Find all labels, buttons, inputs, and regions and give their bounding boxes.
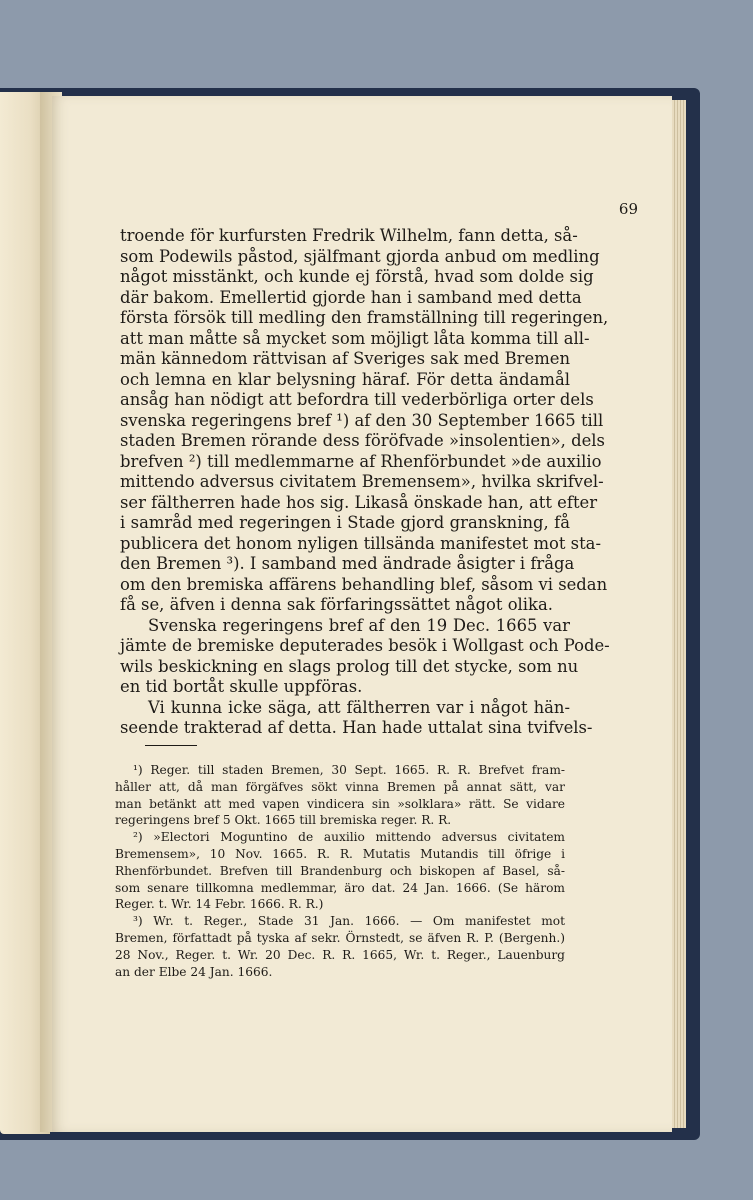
footnote-line: ³) Wr. t. Reger., Stade 31 Jan. 1666. — Om manifestet mot [133, 914, 565, 929]
body-line: något misstänkt, och kunde ej förstå, hvad som dolde sig [120, 267, 594, 286]
footnote-line: som senare tillkomna medlemmar, äro dat. 24 Jan. 1666. (Se härom [115, 880, 565, 895]
body-line: den Bremen ³). I samband med ändrade åsigter i fråga [120, 554, 575, 573]
footnote-line: Bremen, författadt på tyska af sekr. Örnstedt, se äfven R. P. (Bergenh.) [115, 930, 565, 945]
footnote-line: regeringens bref 5 Okt. 1665 till bremiska reger. R. R. [115, 813, 452, 828]
body-line: publicera det honom nyligen tillsända manifestet mot sta- [120, 533, 601, 553]
page-stack-edge [672, 100, 686, 1128]
body-line: svenska regeringens bref ¹) af den 30 September 1665 till [120, 410, 604, 430]
footnote-line: Bremensem», 10 Nov. 1665. R. R. Mutatis Mutandis till öfrige i [115, 846, 565, 861]
body-line: som Podewils påstod, själfmant gjorda anbud om medling [120, 246, 600, 266]
page-number: 69 [618, 200, 638, 218]
body-line: där bakom. Emellertid gjorde han i samband med detta [120, 287, 582, 307]
body-line: staden Bremen rörande dess föröfvade »insolentien», dels [120, 431, 605, 450]
body-line: ansåg han nödigt att befordra till vederbörliga orter dels [120, 390, 594, 409]
footnote-line: Rhenförbundet. Brefven till Brandenburg och biskopen af Basel, så- [115, 863, 565, 878]
body-line: jämte de bremiske deputerades besök i Wollgast och Pode- [120, 636, 610, 655]
footnote-line: ²) »Electori Moguntino de auxilio mittendo adversus civitatem [133, 830, 565, 845]
body-line: Vi kunna icke säga, att fältherren var i något hän- [148, 697, 570, 717]
body-line: första försök till medling den framställning till regeringen, [120, 308, 609, 327]
body-line: att man måtte så mycket som möjligt låta komma till all- [120, 328, 590, 348]
body-line: Svenska regeringens bref af den 19 Dec. 1665 var [148, 615, 570, 635]
footnotes [115, 762, 565, 980]
body-line: få se, äfven i denna sak förfaringssättet något olika. [120, 595, 553, 614]
footnote-line: ¹) Reger. till staden Bremen, 30 Sept. 1665. R. R. Brefvet fram- [133, 763, 565, 777]
body-line: seende trakterad af detta. Han hade uttalat sina tvifvels- [120, 718, 593, 737]
body-line: brefven ²) till medlemmarne af Rhenförbundet »de auxilio [120, 451, 602, 471]
body-line: en tid bortåt skulle uppföras. [120, 677, 363, 696]
footnote-separator [145, 745, 197, 746]
footnote-line: håller att, då man förgäfves sökt vinna Bremen på annat sätt, var [115, 779, 565, 794]
footnote-line: an der Elbe 24 Jan. 1666. [115, 964, 273, 979]
body-line: wils beskickning en slags prolog till det stycke, som nu [120, 656, 579, 676]
body-line: troende för kurfursten Fredrik Wilhelm, fann detta, så- [120, 226, 578, 245]
body-text [120, 226, 610, 739]
body-line: i samråd med regeringen i Stade gjord granskning, få [120, 513, 570, 532]
body-line: ser fältherren hade hos sig. Likaså önskade han, att efter [120, 492, 598, 512]
body-line: om den bremiska affärens behandling blef, såsom vi sedan [120, 574, 608, 594]
footnote-line: man betänkt att med vapen vindicera sin »solklara» rätt. Se vidare [115, 796, 565, 811]
footnote-line: Reger. t. Wr. 14 Febr. 1666. R. R.) [115, 897, 324, 912]
body-line: mittendo adversus civitatem Bremensem», hvilka skrifvel- [120, 472, 604, 491]
body-line: män kännedom rättvisan af Sveriges sak med Bremen [120, 349, 570, 368]
footnote-line: 28 Nov., Reger. t. Wr. 20 Dec. R. R. 1665, Wr. t. Reger., Lauenburg [115, 947, 565, 962]
body-line: och lemna en klar belysning häraf. För detta ändamål [120, 369, 570, 389]
